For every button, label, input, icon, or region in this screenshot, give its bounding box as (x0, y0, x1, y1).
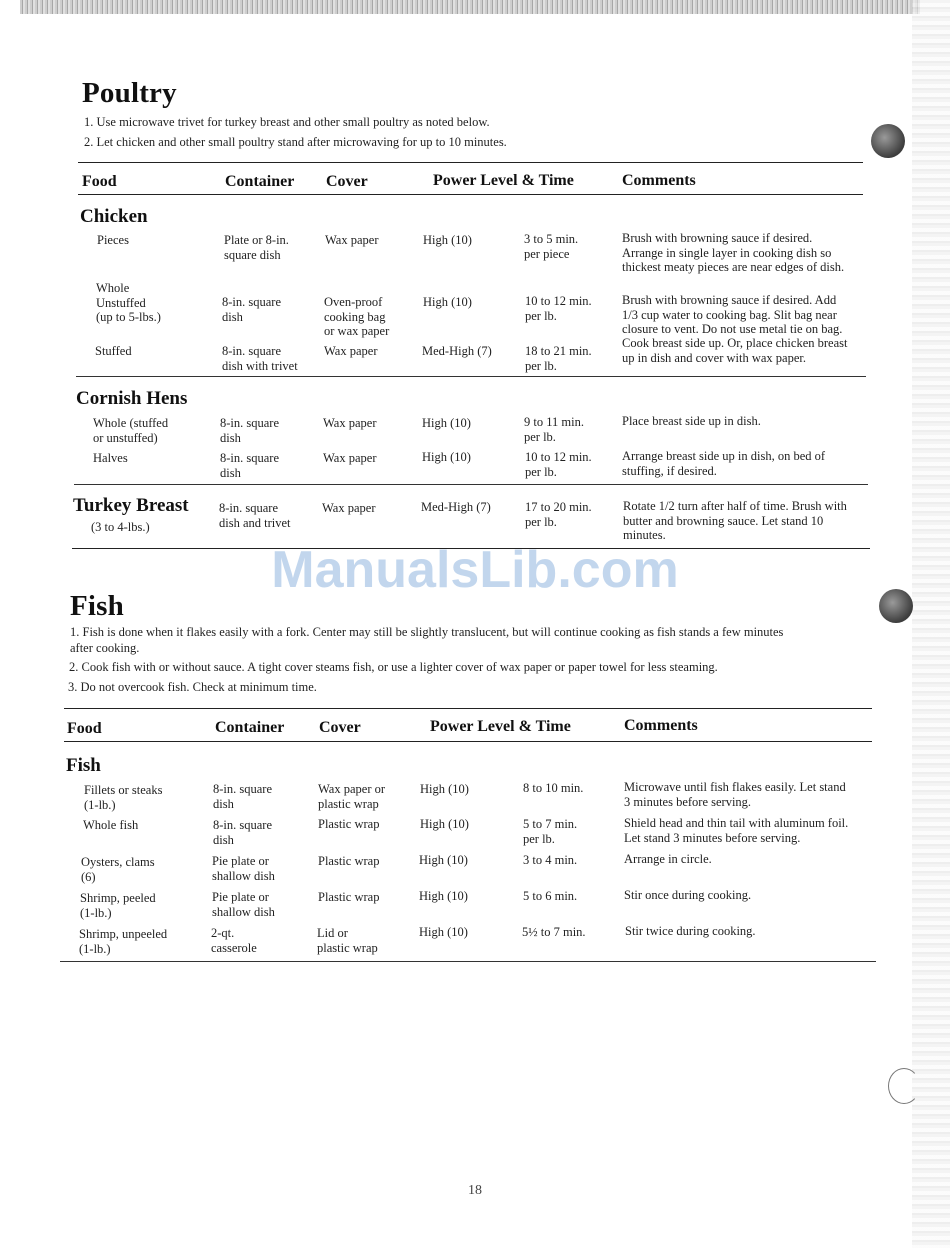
group-label-fish: Fish (66, 755, 101, 776)
table-rule (64, 741, 872, 742)
table-cell-cover: Wax paper (323, 416, 377, 430)
table-cell-time: 9 to 11 min. per lb. (524, 415, 584, 444)
table-cell-time: 5 to 6 min. (523, 889, 578, 903)
table-cell-comments: Microwave until fish flakes easily. Let stand 3 minutes before serving. (624, 780, 846, 809)
binder-ring-icon (888, 1068, 920, 1104)
table-cell-comments: Brush with browning sauce if desired. Arrange in single layer in cooking dish so thickest meaty pieces are near edges of dish. (622, 231, 845, 274)
table-rule (78, 162, 863, 163)
scan-top-strip (20, 0, 920, 14)
table-cell-cover: Lid or plastic wrap (317, 926, 378, 955)
group-label-turkey-breast: Turkey Breast (73, 495, 189, 516)
table-rule (60, 961, 876, 962)
page-number: 18 (468, 1183, 482, 1198)
table-cell-container: 8-in. square dish (213, 782, 273, 811)
col-header-cover: Cover (326, 173, 368, 190)
col-header-power: Power Level & Time (430, 718, 571, 735)
binder-hole-icon (871, 124, 905, 158)
table-cell-container: 2-qt. casserole (211, 926, 257, 955)
table-cell-container: 8-in. square dish and trivet (219, 501, 291, 530)
table-cell-time: 3 to 4 min. (523, 853, 578, 867)
table-cell-time: 3 to 5 min. per piece (524, 232, 579, 261)
table-cell-container: Pie plate or shallow dish (212, 890, 275, 919)
table-cell-container: 8-in. square dish (220, 416, 280, 445)
table-rule (78, 194, 863, 195)
table-cell-food: Halves (93, 451, 128, 465)
table-cell-power: High (10) (419, 853, 468, 867)
poultry-title: Poultry (82, 77, 177, 109)
table-cell-time: 8 to 10 min. (523, 781, 584, 795)
table-cell-power: High (10) (422, 416, 471, 430)
fish-note: 2. Cook fish with or without sauce. A tight cover steams fish, or use a lighter cover of wax paper or paper towel for less steaming. (69, 660, 718, 674)
table-cell-comments: Place breast side up in dish. (622, 414, 761, 428)
poultry-note: 1. Use microwave trivet for turkey breast and other small poultry as noted below. (84, 115, 490, 129)
table-cell-comments: Rotate 1/2 turn after half of time. Brush with butter and browning sauce. Let stand 10 minutes. (623, 499, 847, 542)
col-header-container: Container (215, 719, 285, 736)
table-cell-food: Whole (stuffed or unstuffed) (93, 416, 169, 445)
fish-note: 3. Do not overcook fish. Check at minimum time. (68, 680, 317, 694)
table-cell-comments: Arrange in circle. (624, 852, 712, 866)
table-cell-comments: Brush with browning sauce if desired. Add 1/3 cup water to cooking bag. Slit bag near closure to vent. Do not use metal tie on bag. (622, 293, 843, 336)
col-header-comments: Comments (624, 717, 698, 734)
table-cell-comments: Arrange breast side up in dish, on bed of stuffing, if desired. (622, 449, 826, 478)
table-cell-food: Oysters, clams (6) (81, 855, 155, 884)
fish-note: 1. Fish is done when it flakes easily with a fork. Center may still be slightly translucent, but will continue cooking as fish stands a few minutes after cooking. (70, 625, 784, 655)
table-cell-comments: Shield head and thin tail with aluminum foil. Let stand 3 minutes before serving. (624, 816, 849, 845)
col-header-power: Power Level & Time (433, 172, 574, 189)
col-header-food: Food (82, 173, 117, 190)
table-cell-cover: Oven-proof cooking bag or wax paper (324, 295, 390, 338)
watermark-text: ManualsLib.com (271, 541, 679, 599)
table-cell-food: Whole Unstuffed (up to 5-lbs.) (96, 281, 161, 324)
table-rule (64, 708, 872, 709)
table-cell-power: High (10) (420, 782, 469, 796)
table-cell-power: Med-High (7) (421, 500, 491, 514)
table-cell-container: 8-in. square dish (220, 451, 280, 480)
table-cell-cover: Wax paper (325, 233, 379, 247)
table-cell-food: Fillets or steaks (1-lb.) (84, 783, 163, 812)
table-cell-power: High (10) (420, 817, 469, 831)
table-cell-time: 18 to 21 min. per lb. (525, 344, 592, 373)
table-cell-cover: Wax paper (323, 451, 377, 465)
table-cell-cover: Wax paper (322, 501, 376, 515)
table-cell-cover: Plastic wrap (318, 890, 380, 904)
table-cell-cover: Wax paper or plastic wrap (318, 782, 386, 811)
scan-right-edge (912, 0, 950, 1248)
table-cell-power: High (10) (423, 233, 472, 247)
table-cell-power: High (10) (419, 889, 468, 903)
table-cell-time: 5 to 7 min. per lb. (523, 817, 578, 846)
table-cell-food: Shrimp, peeled (1-lb.) (80, 891, 156, 920)
table-cell-time: 17 to 20 min. per lb. (525, 500, 592, 529)
table-cell-comments: Stir once during cooking. (624, 888, 752, 902)
table-cell-cover: Plastic wrap (318, 854, 380, 868)
col-header-comments: Comments (622, 172, 696, 189)
table-cell-container: Pie plate or shallow dish (212, 854, 275, 883)
table-rule (76, 376, 866, 377)
table-cell-cover: Wax paper (324, 344, 378, 358)
table-cell-food: Whole fish (83, 818, 139, 832)
poultry-note: 2. Let chicken and other small poultry stand after microwaving for up to 10 minutes. (84, 135, 507, 149)
table-cell-comments: Stir twice during cooking. (625, 924, 756, 938)
table-cell-container: 8-in. square dish (213, 818, 273, 847)
col-header-cover: Cover (319, 719, 361, 736)
table-cell-container: 8-in. square dish (222, 295, 282, 324)
col-header-container: Container (225, 173, 295, 190)
table-cell-food: Shrimp, unpeeled (1-lb.) (79, 927, 168, 956)
table-cell-power: Med-High (7) (422, 344, 492, 358)
table-cell-time: 10 to 12 min. per lb. (525, 294, 592, 323)
table-cell-container: Plate or 8-in. square dish (224, 233, 289, 262)
table-cell-comments: Cook breast side up. Or, place chicken breast up in dish and cover with wax paper. (622, 336, 848, 365)
col-header-food: Food (67, 720, 102, 737)
turkey-weight-label: (3 to 4-lbs.) (91, 520, 150, 534)
group-label-cornish-hens: Cornish Hens (76, 388, 188, 409)
table-cell-container: 8-in. square dish with trivet (222, 344, 298, 373)
table-cell-food: Stuffed (95, 344, 132, 358)
table-cell-food: Pieces (97, 233, 129, 247)
table-cell-power: High (10) (422, 450, 471, 464)
table-rule (74, 484, 868, 485)
table-cell-power: High (10) (423, 295, 472, 309)
group-label-chicken: Chicken (80, 206, 148, 227)
table-cell-cover: Plastic wrap (318, 817, 380, 831)
fish-title: Fish (70, 590, 124, 622)
table-cell-time: 10 to 12 min. per lb. (525, 450, 592, 479)
table-cell-power: High (10) (419, 925, 468, 939)
table-cell-time: 5½ to 7 min. (522, 925, 586, 939)
